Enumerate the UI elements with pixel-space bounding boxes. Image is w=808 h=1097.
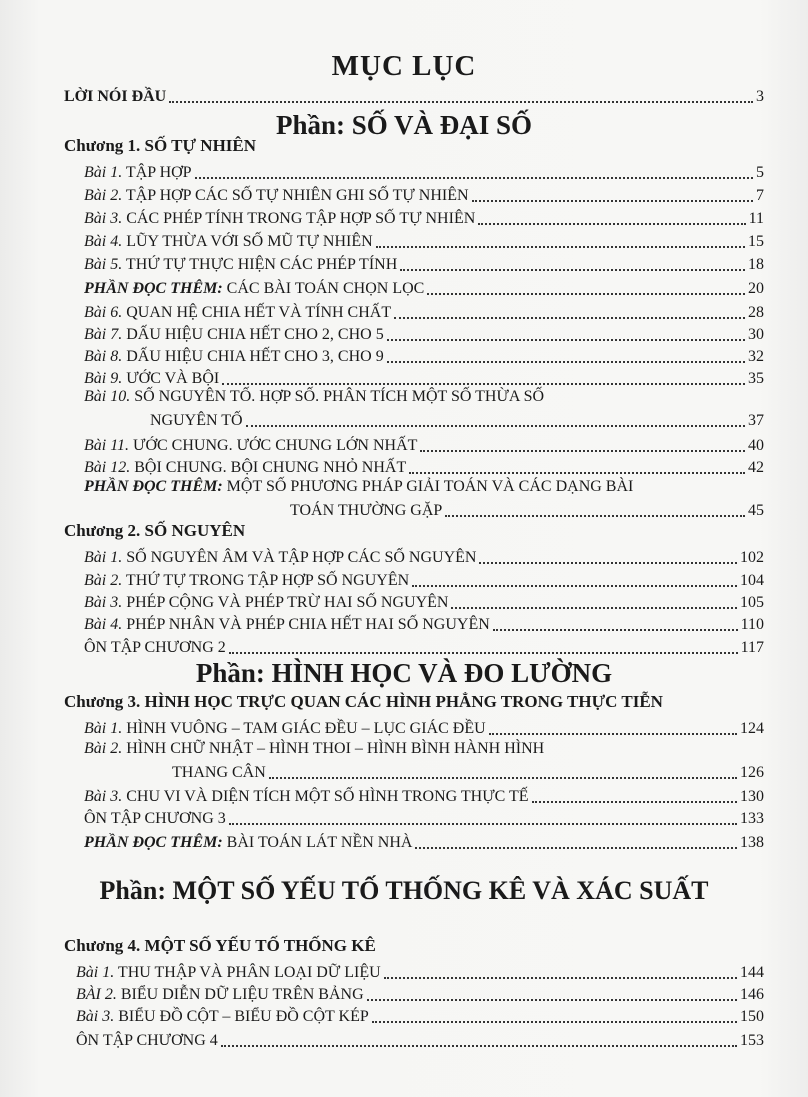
reading-prefix: PHẦN ĐỌC THÊM: xyxy=(84,280,223,297)
toc-page-number: 104 xyxy=(740,572,764,589)
toc-entry-label: LỜI NÓI ĐẦU xyxy=(64,88,167,105)
lesson-title: TẬP HỢP CÁC SỐ TỰ NHIÊN GHI SỐ TỰ NHIÊN xyxy=(122,187,469,204)
lesson-title: BỘI CHUNG. BỘI CHUNG NHỎ NHẤT xyxy=(130,459,407,476)
lesson-prefix: Bài 6. xyxy=(84,304,123,321)
lesson-title: ÔN TẬP CHƯƠNG 4 xyxy=(76,1032,218,1049)
lesson-title: ƯỚC CHUNG. ƯỚC CHUNG LỚN NHẤT xyxy=(129,437,418,454)
toc-page-number: 105 xyxy=(740,594,764,611)
lesson-title: BIỂU DIỄN DỮ LIỆU TRÊN BẢNG xyxy=(116,986,364,1003)
dot-leader xyxy=(387,339,745,341)
lesson-prefix: Bài 4. xyxy=(84,616,123,633)
dot-leader xyxy=(489,733,737,735)
lesson-prefix: Bài 4. xyxy=(84,233,123,250)
lesson-prefix: Bài 9. xyxy=(84,370,123,387)
lesson-title: LŨY THỪA VỚI SỐ MŨ TỰ NHIÊN xyxy=(122,233,373,250)
lesson-title: SỐ NGUYÊN TỐ. HỢP SỐ. PHÂN TÍCH MỘT SỐ THỪA SỐ xyxy=(130,388,545,405)
reading-prefix: PHẦN ĐỌC THÊM: xyxy=(84,834,223,851)
toc-entry-line2[interactable] xyxy=(172,760,764,782)
toc-entry-line1[interactable] xyxy=(84,740,544,758)
toc-page-number: 7 xyxy=(756,187,764,204)
dot-leader xyxy=(412,585,737,587)
toc-page-number: 3 xyxy=(756,88,764,105)
toc-entry-review[interactable] xyxy=(84,806,764,828)
toc-entry-reading-line2[interactable] xyxy=(290,498,764,520)
lesson-title: QUAN HỆ CHIA HẾT VÀ TÍNH CHẤT xyxy=(122,304,392,321)
dot-leader xyxy=(445,515,745,517)
part-heading-2: Phần: HÌNH HỌC VÀ ĐO LƯỜNG xyxy=(195,658,613,688)
chapter-heading-3: Chương 3. HÌNH HỌC TRỰC QUAN CÁC HÌNH PHẲNG TRONG THỰC TIỄN xyxy=(64,692,663,711)
lesson-title: THU THẬP VÀ PHÂN LOẠI DỮ LIỆU xyxy=(114,964,381,981)
lesson-title: THỨ TỰ THỰC HIỆN CÁC PHÉP TÍNH xyxy=(122,256,398,273)
dot-leader xyxy=(479,562,737,564)
toc-entry[interactable] xyxy=(84,344,764,366)
lesson-title: PHÉP CỘNG VÀ PHÉP TRỪ HAI SỐ NGUYÊN xyxy=(122,594,449,611)
toc-entry[interactable] xyxy=(84,545,764,567)
lesson-title: HÌNH CHỮ NHẬT – HÌNH THOI – HÌNH BÌNH HÀNH HÌNH xyxy=(122,740,545,757)
toc-entry-review[interactable] xyxy=(76,1028,764,1050)
toc-entry[interactable] xyxy=(84,716,764,738)
lesson-prefix: Bài 12. xyxy=(84,459,131,476)
toc-page-number: 42 xyxy=(748,459,764,476)
lesson-title-cont: TOÁN THƯỜNG GẶP xyxy=(290,502,443,519)
lesson-title: ÔN TẬP CHƯƠNG 2 xyxy=(84,639,226,656)
toc-entry-line1[interactable] xyxy=(84,388,544,406)
lesson-prefix: Bài 3. xyxy=(84,788,123,805)
toc-page-number: 126 xyxy=(740,764,764,781)
lesson-title: ƯỚC VÀ BỘI xyxy=(122,370,220,387)
lesson-title: DẤU HIỆU CHIA HẾT CHO 3, CHO 9 xyxy=(122,348,384,365)
lesson-title: TẬP HỢP xyxy=(122,164,192,181)
dot-leader xyxy=(367,999,737,1001)
lesson-prefix: Bài 3. xyxy=(84,594,123,611)
toc-entry[interactable] xyxy=(84,322,764,344)
lesson-prefix: BÀI 2. xyxy=(76,986,117,1003)
lesson-prefix: Bài 3. xyxy=(76,1008,115,1025)
toc-page-number: 40 xyxy=(748,437,764,454)
toc-entry-reading[interactable] xyxy=(84,276,764,298)
toc-page-number: 18 xyxy=(748,256,764,273)
dot-leader xyxy=(420,450,745,452)
lesson-prefix: Bài 2. xyxy=(84,740,123,757)
dot-leader xyxy=(415,847,737,849)
dot-leader xyxy=(222,383,745,385)
lesson-title: HÌNH VUÔNG – TAM GIÁC ĐỀU – LỤC GIÁC ĐỀU xyxy=(122,720,486,737)
dot-leader xyxy=(169,101,753,103)
lesson-title: MỘT SỐ PHƯƠNG PHÁP GIẢI TOÁN VÀ CÁC DẠNG BÀI xyxy=(222,478,634,495)
dot-leader xyxy=(221,1045,737,1047)
toc-entry-preface[interactable] xyxy=(64,84,764,106)
toc-page-number: 146 xyxy=(740,986,764,1003)
toc-entry[interactable] xyxy=(84,590,764,612)
part-heading-3: Phần: MỘT SỐ YẾU TỐ THỐNG KÊ VÀ XÁC SUẤT xyxy=(99,876,709,905)
toc-page-number: 45 xyxy=(748,502,764,519)
dot-leader xyxy=(376,246,745,248)
toc-page-number: 15 xyxy=(748,233,764,250)
dot-leader xyxy=(394,317,745,319)
chapter-heading-2: Chương 2. SỐ NGUYÊN xyxy=(64,521,246,540)
lesson-title: THỨ TỰ TRONG TẬP HỢP SỐ NGUYÊN xyxy=(122,572,410,589)
dot-leader xyxy=(387,361,745,363)
lesson-title: CÁC PHÉP TÍNH TRONG TẬP HỢP SỐ TỰ NHIÊN xyxy=(122,210,476,227)
toc-page-number: 130 xyxy=(740,788,764,805)
lesson-title: CHU VI VÀ DIỆN TÍCH MỘT SỐ HÌNH TRONG THỰC TẾ xyxy=(122,788,529,805)
dot-leader xyxy=(427,293,745,295)
lesson-prefix: Bài 10. xyxy=(84,388,131,405)
lesson-title: DẤU HIỆU CHIA HẾT CHO 2, CHO 5 xyxy=(122,326,384,343)
toc-page-number: 30 xyxy=(748,326,764,343)
dot-leader xyxy=(384,977,737,979)
toc-entry[interactable] xyxy=(84,612,764,634)
lesson-prefix: Bài 1. xyxy=(84,549,123,566)
toc-entry-review[interactable] xyxy=(84,635,764,657)
toc-entry[interactable] xyxy=(84,206,764,228)
lesson-prefix: Bài 7. xyxy=(84,326,123,343)
toc-entry[interactable] xyxy=(84,183,764,205)
dot-leader xyxy=(372,1021,737,1023)
lesson-prefix: Bài 2. xyxy=(84,572,123,589)
toc-page-number: 150 xyxy=(740,1008,764,1025)
lesson-title: BÀI TOÁN LÁT NỀN NHÀ xyxy=(222,834,413,851)
lesson-title-cont: THANG CÂN xyxy=(172,764,266,781)
toc-entry[interactable] xyxy=(76,982,764,1004)
chapter-heading-1: Chương 1. SỐ TỰ NHIÊN xyxy=(64,136,257,155)
dot-leader xyxy=(400,269,745,271)
toc-page-number: 102 xyxy=(740,549,764,566)
lesson-prefix: Bài 5. xyxy=(84,256,123,273)
toc-page-number: 11 xyxy=(748,210,764,227)
dot-leader xyxy=(472,200,753,202)
toc-entry[interactable] xyxy=(76,1004,764,1026)
toc-entry[interactable] xyxy=(76,960,764,982)
lesson-title-cont: NGUYÊN TỐ xyxy=(150,412,243,429)
toc-page-number: 144 xyxy=(740,964,764,981)
dot-leader xyxy=(269,777,737,779)
page-title: MỤC LỤC xyxy=(331,50,477,82)
toc-page-number: 117 xyxy=(740,639,764,656)
dot-leader xyxy=(229,652,738,654)
toc-entry[interactable] xyxy=(84,366,764,388)
toc-entry[interactable] xyxy=(84,252,764,274)
toc-entry-reading[interactable] xyxy=(84,830,764,852)
lesson-title: ÔN TẬP CHƯƠNG 3 xyxy=(84,810,226,827)
toc-entry[interactable] xyxy=(84,433,764,455)
toc-page-number: 20 xyxy=(748,280,764,297)
toc-page-number: 124 xyxy=(740,720,764,737)
toc-page-number: 28 xyxy=(748,304,764,321)
dot-leader xyxy=(229,823,737,825)
lesson-prefix: Bài 1. xyxy=(76,964,115,981)
toc-page-number: 153 xyxy=(740,1032,764,1049)
part-heading-1: Phần: SỐ VÀ ĐẠI SỐ xyxy=(275,110,533,140)
dot-leader xyxy=(409,472,745,474)
lesson-prefix: Bài 11. xyxy=(84,437,130,454)
lesson-prefix: Bài 2. xyxy=(84,187,123,204)
dot-leader xyxy=(246,425,745,427)
toc-entry[interactable] xyxy=(84,300,764,322)
toc-entry[interactable] xyxy=(84,160,764,182)
lesson-title: PHÉP NHÂN VÀ PHÉP CHIA HẾT HAI SỐ NGUYÊN xyxy=(122,616,490,633)
toc-page-number: 110 xyxy=(740,616,764,633)
toc-page-number: 133 xyxy=(740,810,764,827)
chapter-heading-4: Chương 4. MỘT SỐ YẾU TỐ THỐNG KÊ xyxy=(64,936,376,955)
dot-leader xyxy=(478,223,745,225)
lesson-title: SỐ NGUYÊN ÂM VÀ TẬP HỢP CÁC SỐ NGUYÊN xyxy=(122,549,477,566)
toc-page-number: 32 xyxy=(748,348,764,365)
toc-entry[interactable] xyxy=(84,568,764,590)
lesson-prefix: Bài 1. xyxy=(84,720,123,737)
dot-leader xyxy=(451,607,737,609)
toc-page-number: 5 xyxy=(756,164,764,181)
toc-page-number: 37 xyxy=(748,412,764,429)
lesson-title: CÁC BÀI TOÁN CHỌN LỌC xyxy=(222,280,425,297)
lesson-prefix: Bài 1. xyxy=(84,164,123,181)
lesson-title: BIỂU ĐỒ CỘT – BIỂU ĐỒ CỘT KÉP xyxy=(114,1008,369,1025)
reading-prefix: PHẦN ĐỌC THÊM: xyxy=(84,478,223,495)
dot-leader xyxy=(493,629,738,631)
toc-entry[interactable] xyxy=(84,229,764,251)
toc-entry-line2[interactable] xyxy=(150,408,764,430)
lesson-prefix: Bài 3. xyxy=(84,210,123,227)
toc-entry-reading-line1[interactable] xyxy=(84,478,633,496)
toc-entry[interactable] xyxy=(84,455,764,477)
toc-entry[interactable] xyxy=(84,784,764,806)
dot-leader xyxy=(532,801,737,803)
lesson-prefix: Bài 8. xyxy=(84,348,123,365)
toc-page-number: 138 xyxy=(740,834,764,851)
toc-page-number: 35 xyxy=(748,370,764,387)
dot-leader xyxy=(195,177,753,179)
